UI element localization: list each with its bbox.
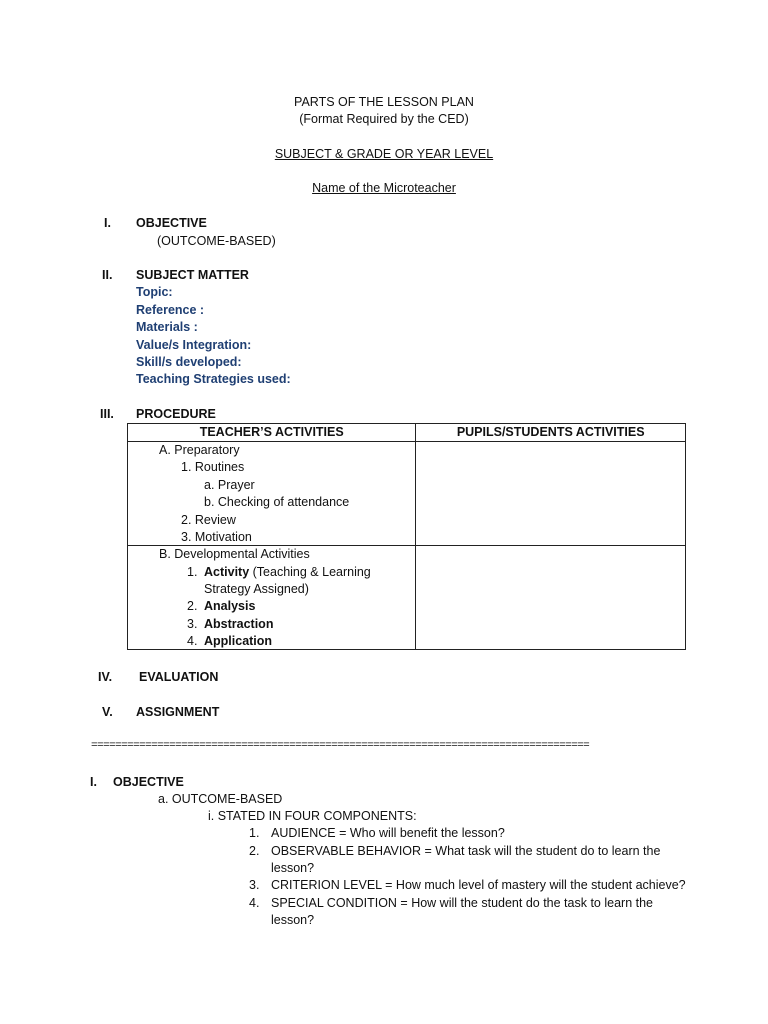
procedure-table bbox=[127, 423, 686, 650]
component-3-text: CRITERION LEVEL = How much level of mastery will the student achieve? bbox=[271, 878, 686, 892]
application-item: Application bbox=[204, 634, 273, 648]
activity-item bbox=[204, 565, 371, 579]
component-2-number: 2. bbox=[249, 844, 260, 858]
section-evaluation-number: IV. bbox=[98, 670, 113, 684]
field-materials: Materials : bbox=[136, 320, 198, 334]
activity-cont: Strategy Assigned) bbox=[204, 582, 309, 596]
field-topic: Topic: bbox=[136, 285, 173, 299]
activity-bold: Activity bbox=[204, 565, 250, 579]
header-students-activities: PUPILS/STUDENTS ACTIVITIES bbox=[416, 424, 686, 442]
review-item: 2. Review bbox=[181, 513, 236, 527]
section-assignment-number: V. bbox=[102, 705, 113, 719]
header-teachers-activities: TEACHER’S ACTIVITIES bbox=[128, 424, 416, 442]
motivation-item: 3. Motivation bbox=[181, 530, 252, 544]
prayer-item: a. Prayer bbox=[204, 478, 255, 492]
component-4-text: SPECIAL CONDITION = How will the student do the task to learn the bbox=[271, 896, 653, 910]
table-row-preparatory bbox=[128, 442, 686, 546]
separator-line: =================================================================================== bbox=[91, 740, 590, 752]
section-objective-title: OBJECTIVE bbox=[136, 216, 207, 230]
field-skills-developed: Skill/s developed: bbox=[136, 355, 242, 369]
component-1-text: AUDIENCE = Who will benefit the lesson? bbox=[271, 826, 505, 840]
routines-item: 1. Routines bbox=[181, 460, 245, 474]
section-evaluation-title: EVALUATION bbox=[139, 670, 219, 684]
component-4-text-cont: lesson? bbox=[271, 913, 315, 927]
activity-number: 1. bbox=[187, 565, 198, 579]
cell-developmental-students bbox=[416, 546, 686, 650]
activity-rest: (Teaching & Learning bbox=[249, 565, 371, 579]
analysis-item: Analysis bbox=[204, 599, 256, 613]
details-outcome-based: a. OUTCOME-BASED bbox=[158, 792, 283, 806]
document-subtitle: (Format Required by the CED) bbox=[299, 112, 469, 126]
section-objective-number: I. bbox=[104, 216, 111, 230]
component-2-text-cont: lesson? bbox=[271, 861, 315, 875]
table-row-developmental bbox=[128, 546, 686, 650]
cell-preparatory-students bbox=[416, 442, 686, 546]
section-objective-sub: (OUTCOME-BASED) bbox=[157, 234, 276, 248]
details-objective-number: I. bbox=[90, 775, 97, 789]
component-4-number: 4. bbox=[249, 896, 260, 910]
component-2-text: OBSERVABLE BEHAVIOR = What task will the student do to learn the bbox=[271, 844, 661, 858]
document-title: PARTS OF THE LESSON PLAN bbox=[294, 95, 474, 109]
cell-preparatory bbox=[128, 442, 416, 546]
section-procedure-title: PROCEDURE bbox=[136, 407, 216, 421]
section-subject-matter-number: II. bbox=[102, 268, 113, 282]
field-values-integration: Value/s Integration: bbox=[136, 338, 252, 352]
abstraction-item: Abstraction bbox=[204, 617, 274, 631]
section-subject-matter-title: SUBJECT MATTER bbox=[136, 268, 249, 282]
preparatory-label: A. Preparatory bbox=[159, 443, 240, 457]
abstraction-number: 3. bbox=[187, 617, 198, 631]
application-number: 4. bbox=[187, 634, 198, 648]
field-teaching-strategies: Teaching Strategies used: bbox=[136, 372, 291, 386]
developmental-label: B. Developmental Activities bbox=[159, 547, 310, 561]
section-assignment-title: ASSIGNMENT bbox=[136, 705, 220, 719]
details-four-components: i. STATED IN FOUR COMPONENTS: bbox=[208, 809, 417, 823]
component-1-number: 1. bbox=[249, 826, 260, 840]
field-reference: Reference : bbox=[136, 303, 205, 317]
section-procedure-number: III. bbox=[100, 407, 114, 421]
microteacher-name-line: Name of the Microteacher bbox=[312, 181, 456, 195]
cell-developmental bbox=[128, 546, 416, 650]
details-objective-title: OBJECTIVE bbox=[113, 775, 184, 789]
subject-grade-line: SUBJECT & GRADE OR YEAR LEVEL bbox=[274, 147, 494, 161]
attendance-item: b. Checking of attendance bbox=[204, 495, 350, 509]
component-3-number: 3. bbox=[249, 878, 260, 892]
analysis-number: 2. bbox=[187, 599, 198, 613]
